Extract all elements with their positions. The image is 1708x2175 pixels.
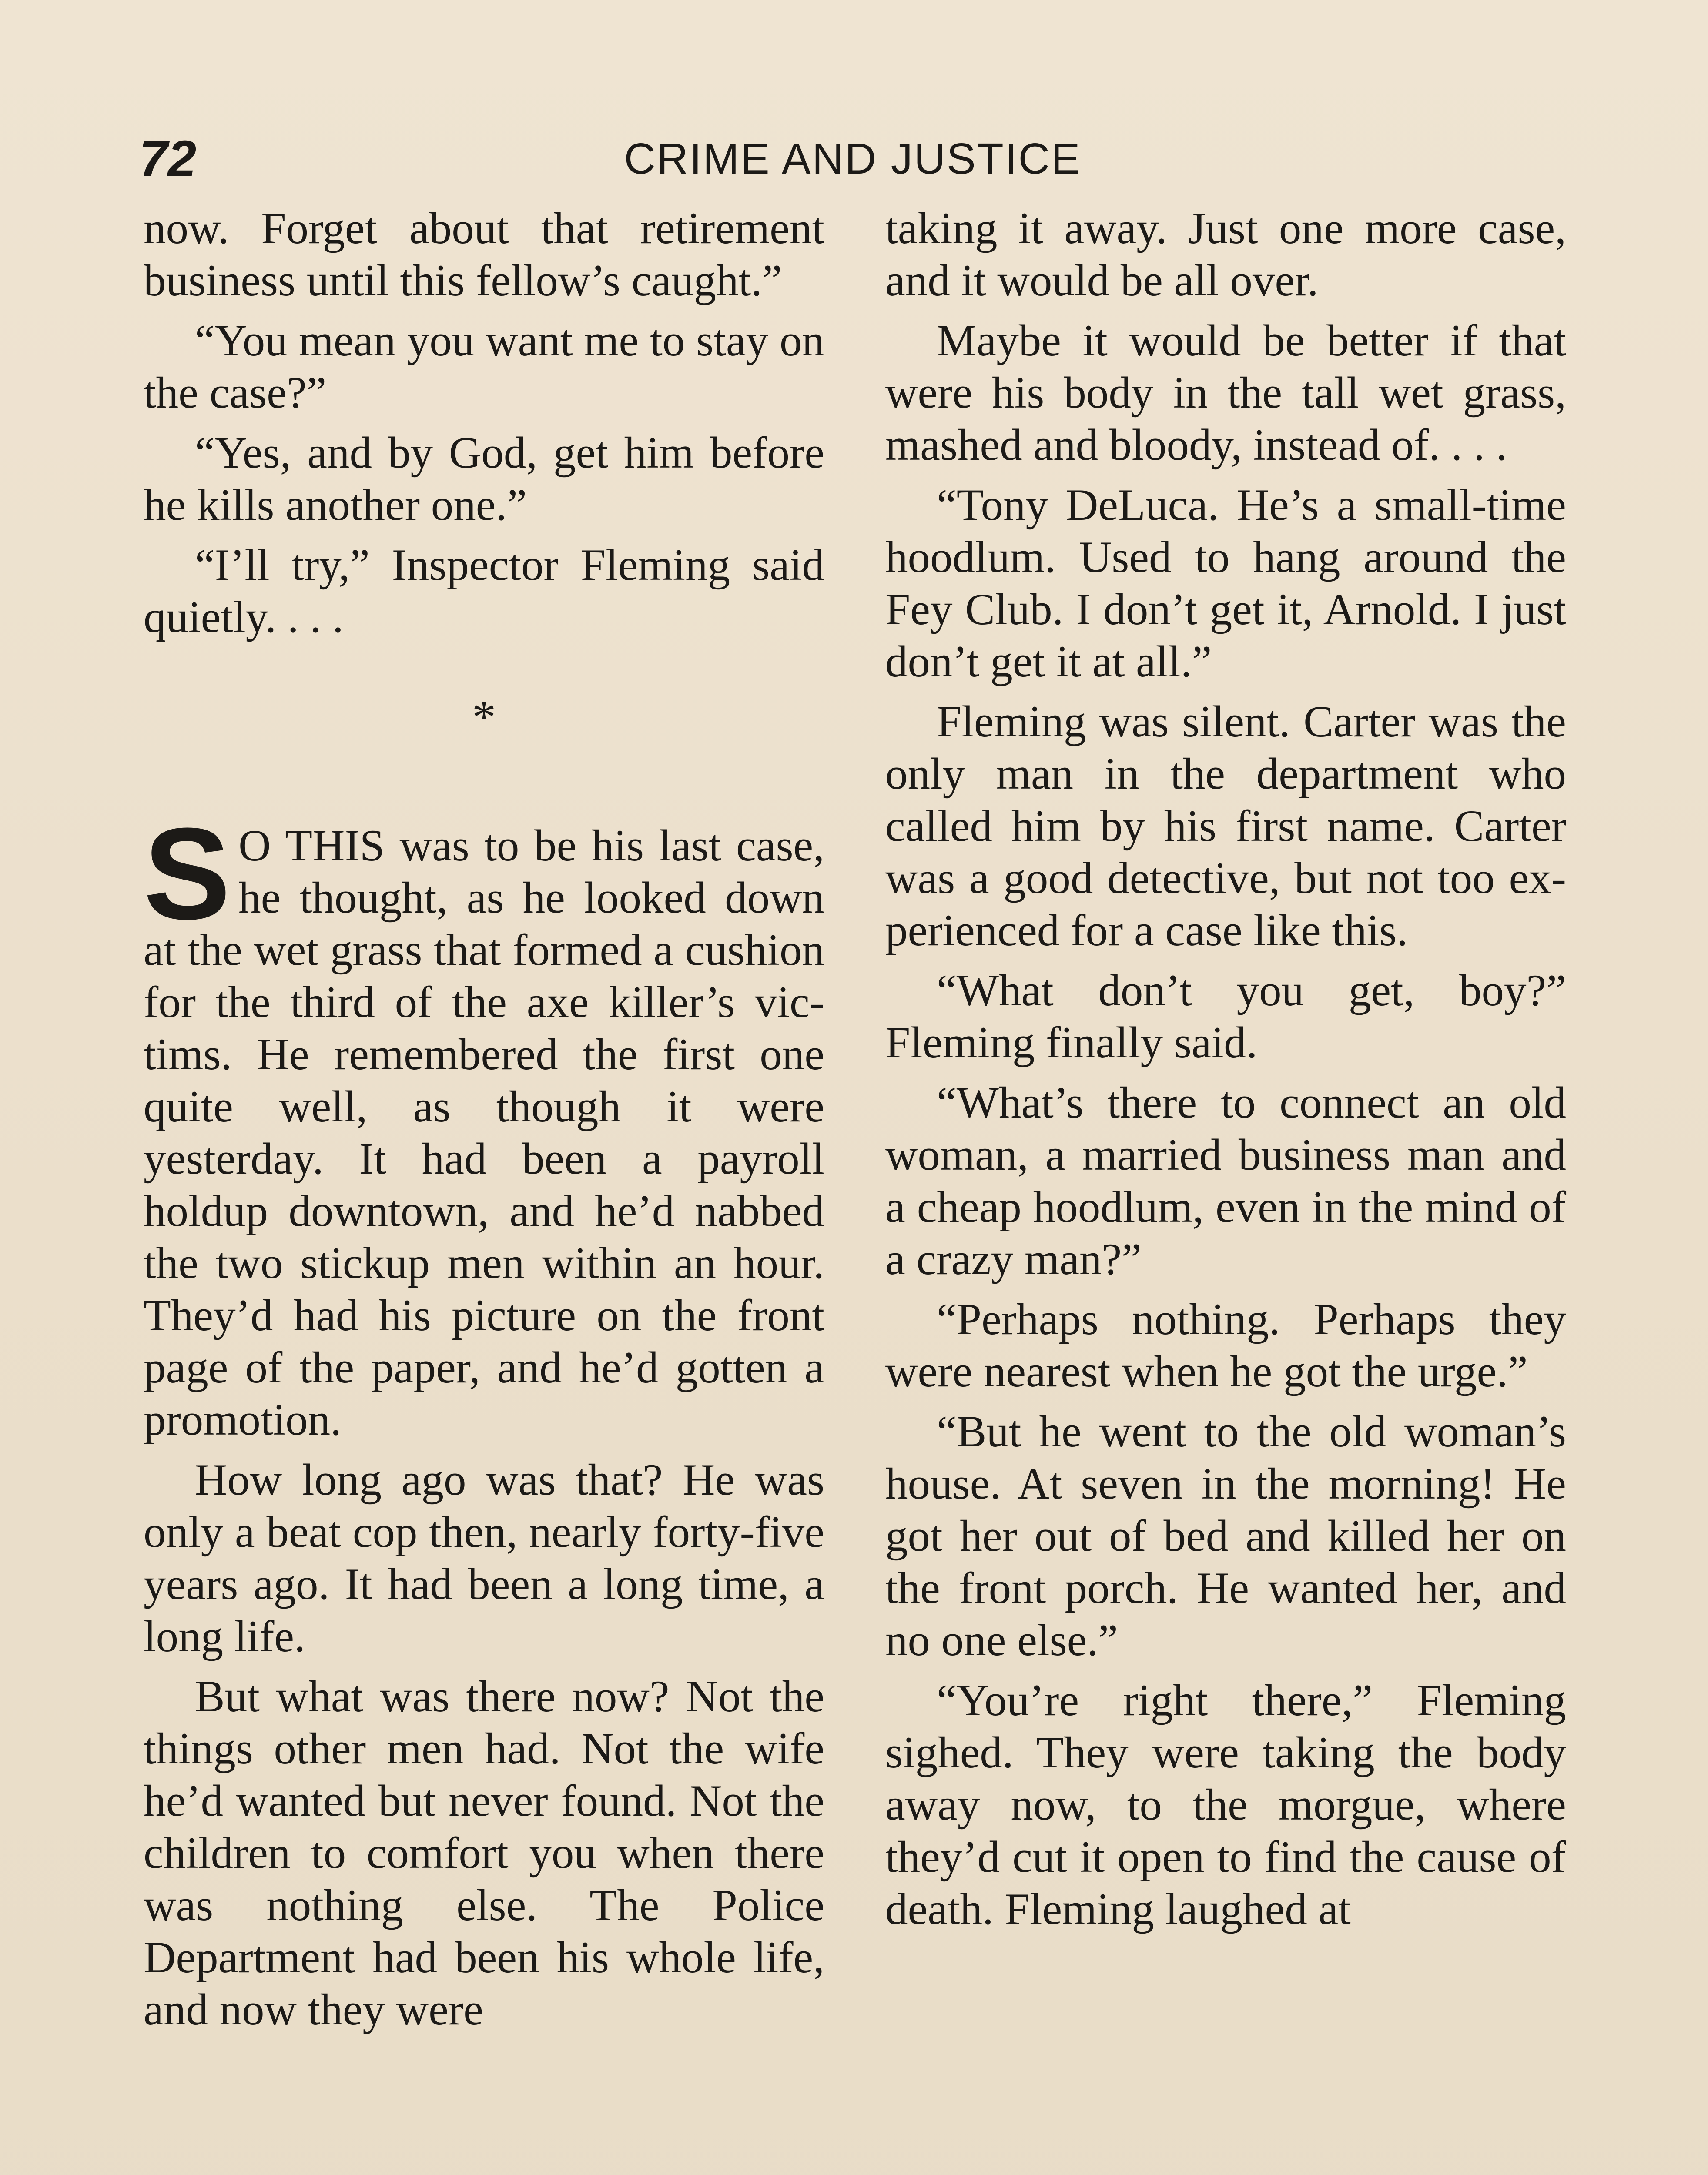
paragraph: Maybe it would be better if that were his body in the tall wet grass, mashed and bloody, instead of. . . . — [885, 316, 1566, 470]
opening-paragraph — [144, 800, 824, 1446]
running-title: CRIME AND JUSTICE — [624, 134, 1082, 183]
right-column — [885, 202, 1566, 1943]
paragraph: “What don’t you get, boy?” Fleming finally said. — [885, 966, 1566, 1067]
paragraph: How long ago was that? He was only a beat cop then, nearly forty-five years ago. It had been a long time, a long life. — [144, 1455, 824, 1661]
paragraph: Fleming was silent. Carter was the only man in the department who called him by his first name. Carter was a good detective, but not too experienced for a case like this. — [885, 697, 1566, 955]
page-header — [139, 126, 1566, 191]
paragraph: “But he went to the old woman’s house. At seven in the morning! He got her out of bed and killed her on the front porch. He wanted her, and no one else.” — [885, 1407, 1566, 1665]
paragraph: “Perhaps nothing. Perhaps they were nearest when he got the urge.” — [885, 1295, 1566, 1396]
paragraph: “Tony DeLuca. He’s a small-time hoodlum. Used to hang around the Fey Club. I don’t get it, Arnold. I just don’t get it at all.” — [885, 480, 1566, 686]
page-number: 72 — [139, 130, 197, 187]
drop-cap: S — [144, 800, 231, 947]
paragraph: taking it away. Just one more case, and it would be all over. — [885, 204, 1566, 305]
paragraph: now. Forget about that retirement business until this fellow’s caught.” — [144, 204, 824, 305]
paragraph: “You’re right there,” Fleming sighed. They were taking the body away now, to the morgue, where they’d cut it open to find the cause of death. Fleming laughed at — [885, 1676, 1566, 1934]
paragraph: “You mean you want me to stay on the case?” — [144, 316, 824, 418]
left-column — [144, 202, 824, 2044]
paragraph: But what was there now? Not the things other men had. Not the wife he’d wanted but never found. Not the children to comfort you when there was nothing else. The Police Department had been his whole life, and now they were — [144, 1672, 824, 2034]
paragraph: “Yes, and by God, get him before he kills another one.” — [144, 428, 824, 530]
paragraph: “What’s there to connect an old woman, a married business man and a cheap hoodlum, even in the mind of a crazy man?” — [885, 1078, 1566, 1284]
section-separator: * — [472, 691, 496, 744]
paragraph: “I’ll try,” Inspector Fleming said quietly. . . . — [144, 540, 824, 642]
opening-paragraph-text: O THIS was to be his last case, he thought, as he looked down at the wet grass that formed a cushion for the third of the axe killer’s victims. He remembered the first one quite well, as though it were yesterday. It had been a payroll holdup downtown, and he’d nabbed the two stickup men within an hour. They’d had his picture on the front page of the paper, and he’d gotten a promotion. — [144, 821, 824, 1445]
